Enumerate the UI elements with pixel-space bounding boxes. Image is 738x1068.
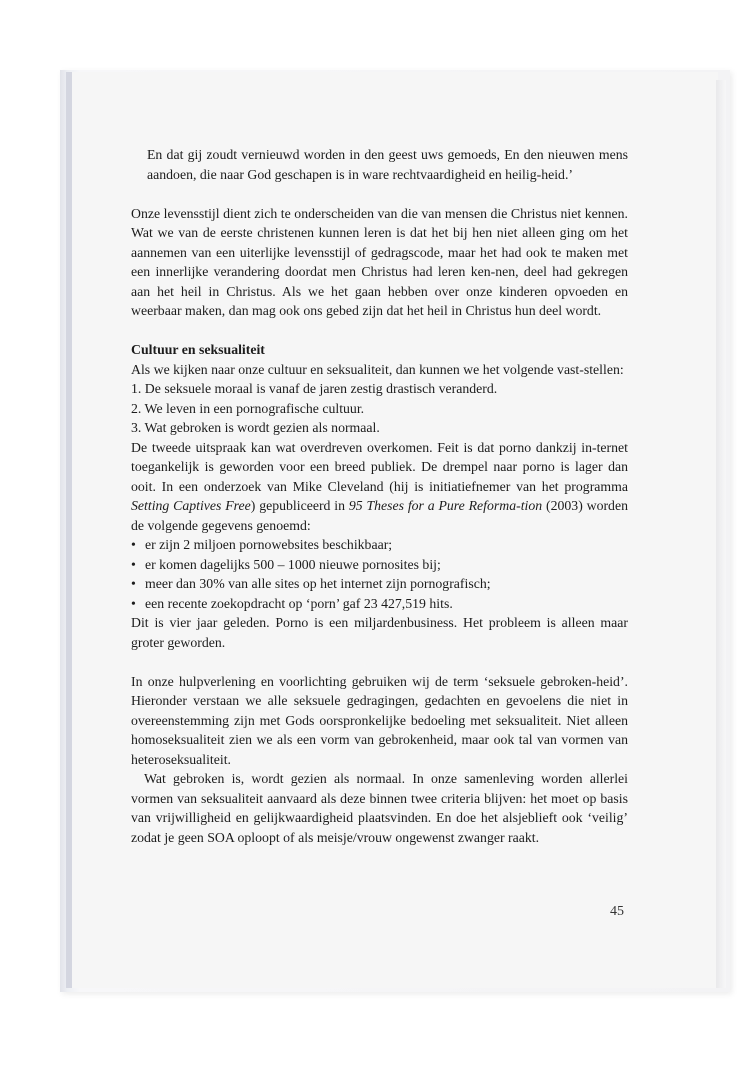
numbered-item: 2. We leven in een pornografische cultuur. (131, 400, 365, 416)
title-95-theses: 95 Theses for a Pure Reforma-tion (348, 498, 543, 513)
quote-paragraph: En dat gij zoudt vernieuwd worden in den geest uws gemoeds, En den nieuwen mens aandoen, die naar God geschapen is in ware rechtvaardigheid en heilig-heid.’ (147, 147, 628, 182)
list-item: • er zijn 2 miljoen pornowebsites beschikbaar; (131, 537, 393, 552)
list-item: • er komen dagelijks 500 – 1000 nieuwe pornosites bij; (131, 556, 441, 572)
statistics-list (131, 535, 628, 613)
paragraph-lifestyle: Onze levensstijl dient zich te onderscheiden van die van mensen die Christus niet kennen. Wat we van de eerste christenen kunnen leren is dat het bij hen niet alleen ging om het aannemen van een uiterlijke levensstijl of gedragscode, maar het had ook te maken met een innerlijke verandering doordat men Christus had leren ken-nen, deel had gekregen aan het heil in Christus. Als we het gaan hebben over onze kinderen opvoeden en weerbaar maken, dan mag ook ons gebed zijn dat het heil in Christus hun deel wordt. (131, 205, 628, 318)
list-item: • meer dan 30% van alle sites op het internet zijn pornografisch; (131, 576, 491, 591)
page-number: 45 (610, 904, 624, 919)
page-edge (716, 80, 726, 988)
paragraph-research: De tweede uitspraak kan wat overdreven overkomen. Feit is dat porno dankzij in-ternet toegankelijk is geworden voor een breed publiek. De drempel naar porno is lager dan ooit. In een onderzoek van Mike Cleveland (hij is initiatiefnemer van het programma Setting Captives Free) gepubliceerd in 95 Theses for a Pure Reforma-tion (2003) worden de volgende gegevens genoemd: (131, 439, 628, 533)
page-content (131, 145, 628, 847)
numbered-item: 3. Wat gebroken is wordt gezien als normaal. (131, 420, 380, 435)
paragraph-brokenness: In onze hulpverlening en voorlichting gebruiken wij de term ‘seksuele gebroken-heid’. Hieronder verstaan we alle seksuele gedragingen, gedachten en gevoelens die niet in overeenstemming zijn met Gods oorspronkelijke bedoeling met seksualiteit. Niet alleen homoseksualiteit zien we als een vorm van gebrokenheid, maar ook tal van vormen van heteroseksualiteit. (131, 673, 628, 767)
intro-paragraph: Als we kijken naar onze cultuur en seksualiteit, dan kunnen we het volgende vast-stellen: (131, 361, 624, 377)
paragraph-growth: Dit is vier jaar geleden. Porno is een miljardenbusiness. Het probleem is alleen maar groter geworden. (131, 615, 628, 650)
paragraph-normal: Wat gebroken is, wordt gezien als normaal. In onze samenleving worden allerlei vormen van seksualiteit aanvaard als deze binnen twee criteria blijven: het moet op basis van vrijwilligheid en gelijkwaardigheid plaatsvinden. En doe het alsjeblieft ook ‘veilig’ zodat je geen SOA oploopt of als meisje/vrouw ongewenst zwanger raakt. (131, 771, 628, 845)
section-heading: Cultuur en seksualiteit (131, 342, 265, 357)
numbered-item: 1. De seksuele moraal is vanaf de jaren zestig drastisch veranderd. (131, 381, 498, 396)
title-setting-captives: Setting Captives Free (131, 498, 251, 513)
page-spine (66, 72, 72, 988)
list-item: • een recente zoekopdracht op ‘porn’ gaf 23 427,519 hits. (131, 595, 453, 611)
